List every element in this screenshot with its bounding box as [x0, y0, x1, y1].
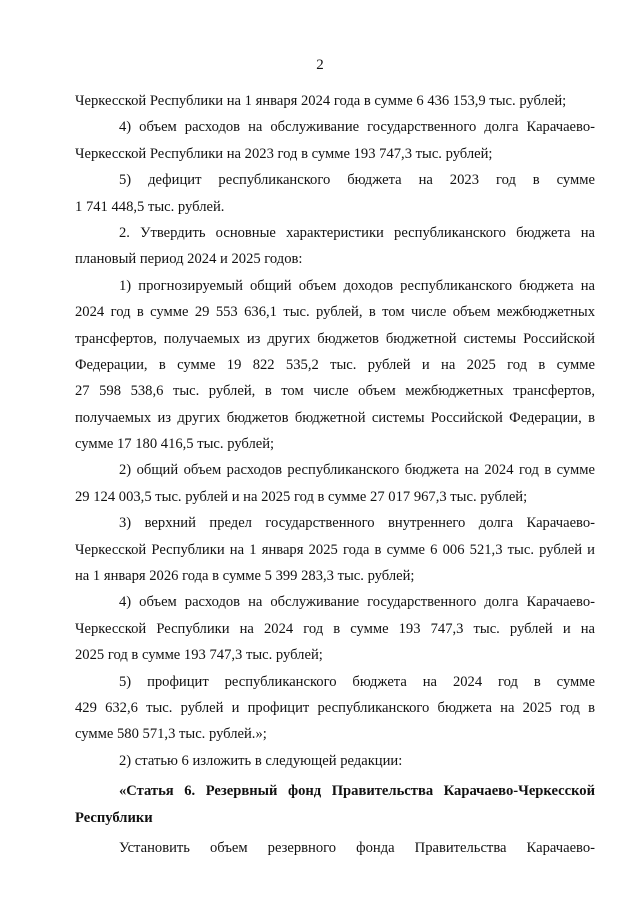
- text-line: получаемых из других бюджетов бюджетной системы Российской Федерации, в: [75, 409, 595, 426]
- page-number: 2: [316, 57, 324, 73]
- text-line: 27 598 538,6 тыс. рублей, в том числе объем межбюджетных трансфертов,: [75, 383, 595, 400]
- text-line: 2. Утвердить основные характеристики республиканского бюджета на: [119, 224, 595, 241]
- text-line: Черкесской Республики на 2024 год в сумме 193 747,3 тыс. рублей и на: [75, 620, 595, 637]
- document-body: [75, 88, 595, 861]
- text-line: 29 124 003,5 тыс. рублей и на 2025 год в сумме 27 017 967,3 тыс. рублей;: [75, 488, 528, 505]
- article-heading: [75, 778, 595, 804]
- text-line: на 1 января 2026 года в сумме 5 399 283,3 тыс. рублей;: [75, 568, 415, 585]
- text-line: 2025 год в сумме 193 747,3 тыс. рублей;: [75, 647, 323, 664]
- text-line: 4) объем расходов на обслуживание государственного долга Карачаево-: [119, 119, 595, 136]
- article-number: «Статья 6.: [119, 783, 196, 800]
- text-line: 5) дефицит республиканского бюджета на 2023 год в сумме: [119, 172, 595, 189]
- text-line: 2) общий объем расходов республиканского бюджета на 2024 год в сумме: [119, 462, 595, 479]
- text-line: 3) верхний предел государственного внутреннего долга Карачаево-: [119, 515, 595, 532]
- text-line: 429 632,6 тыс. рублей и профицит республиканского бюджета на 2025 год в: [75, 699, 595, 716]
- text-line: 4) объем расходов на обслуживание государственного долга Карачаево-: [119, 594, 595, 611]
- text-line: Черкесской Республики на 1 января 2025 года в сумме 6 006 521,3 тыс. рублей и: [75, 541, 595, 558]
- text-line: 2) статью 6 изложить в следующей редакции:: [119, 752, 403, 769]
- article-title-continuation: Республики: [75, 809, 153, 826]
- article-title: Резервный фонд Правительства Карачаево-Черкесской: [205, 783, 595, 800]
- text-line: сумме 580 571,3 тыс. рублей.»;: [75, 726, 267, 743]
- text-line: 2024 год в сумме 29 553 636,1 тыс. рублей, в том числе объем межбюджетных: [75, 304, 595, 321]
- text-line: Установить объем резервного фонда Правительства Карачаево-: [119, 839, 595, 856]
- text-line: Федерации, в сумме 19 822 535,2 тыс. рублей и на 2025 год в сумме: [75, 356, 595, 373]
- text-line: плановый период 2024 и 2025 годов:: [75, 251, 303, 268]
- text-line: Черкесской Республики на 1 января 2024 года в сумме 6 436 153,9 тыс. рублей;: [75, 93, 567, 109]
- text-line: 1 741 448,5 тыс. рублей.: [75, 198, 225, 215]
- text-line: сумме 17 180 416,5 тыс. рублей;: [75, 436, 275, 453]
- text-line: Черкесской Республики на 2023 год в сумме 193 747,3 тыс. рублей;: [75, 145, 493, 162]
- text-line: трансфертов, получаемых из других бюджетов бюджетной системы Российской: [75, 330, 595, 347]
- text-line: 1) прогнозируемый общий объем доходов республиканского бюджета на: [119, 277, 595, 294]
- text-line: 5) профицит республиканского бюджета на 2024 год в сумме: [119, 673, 595, 690]
